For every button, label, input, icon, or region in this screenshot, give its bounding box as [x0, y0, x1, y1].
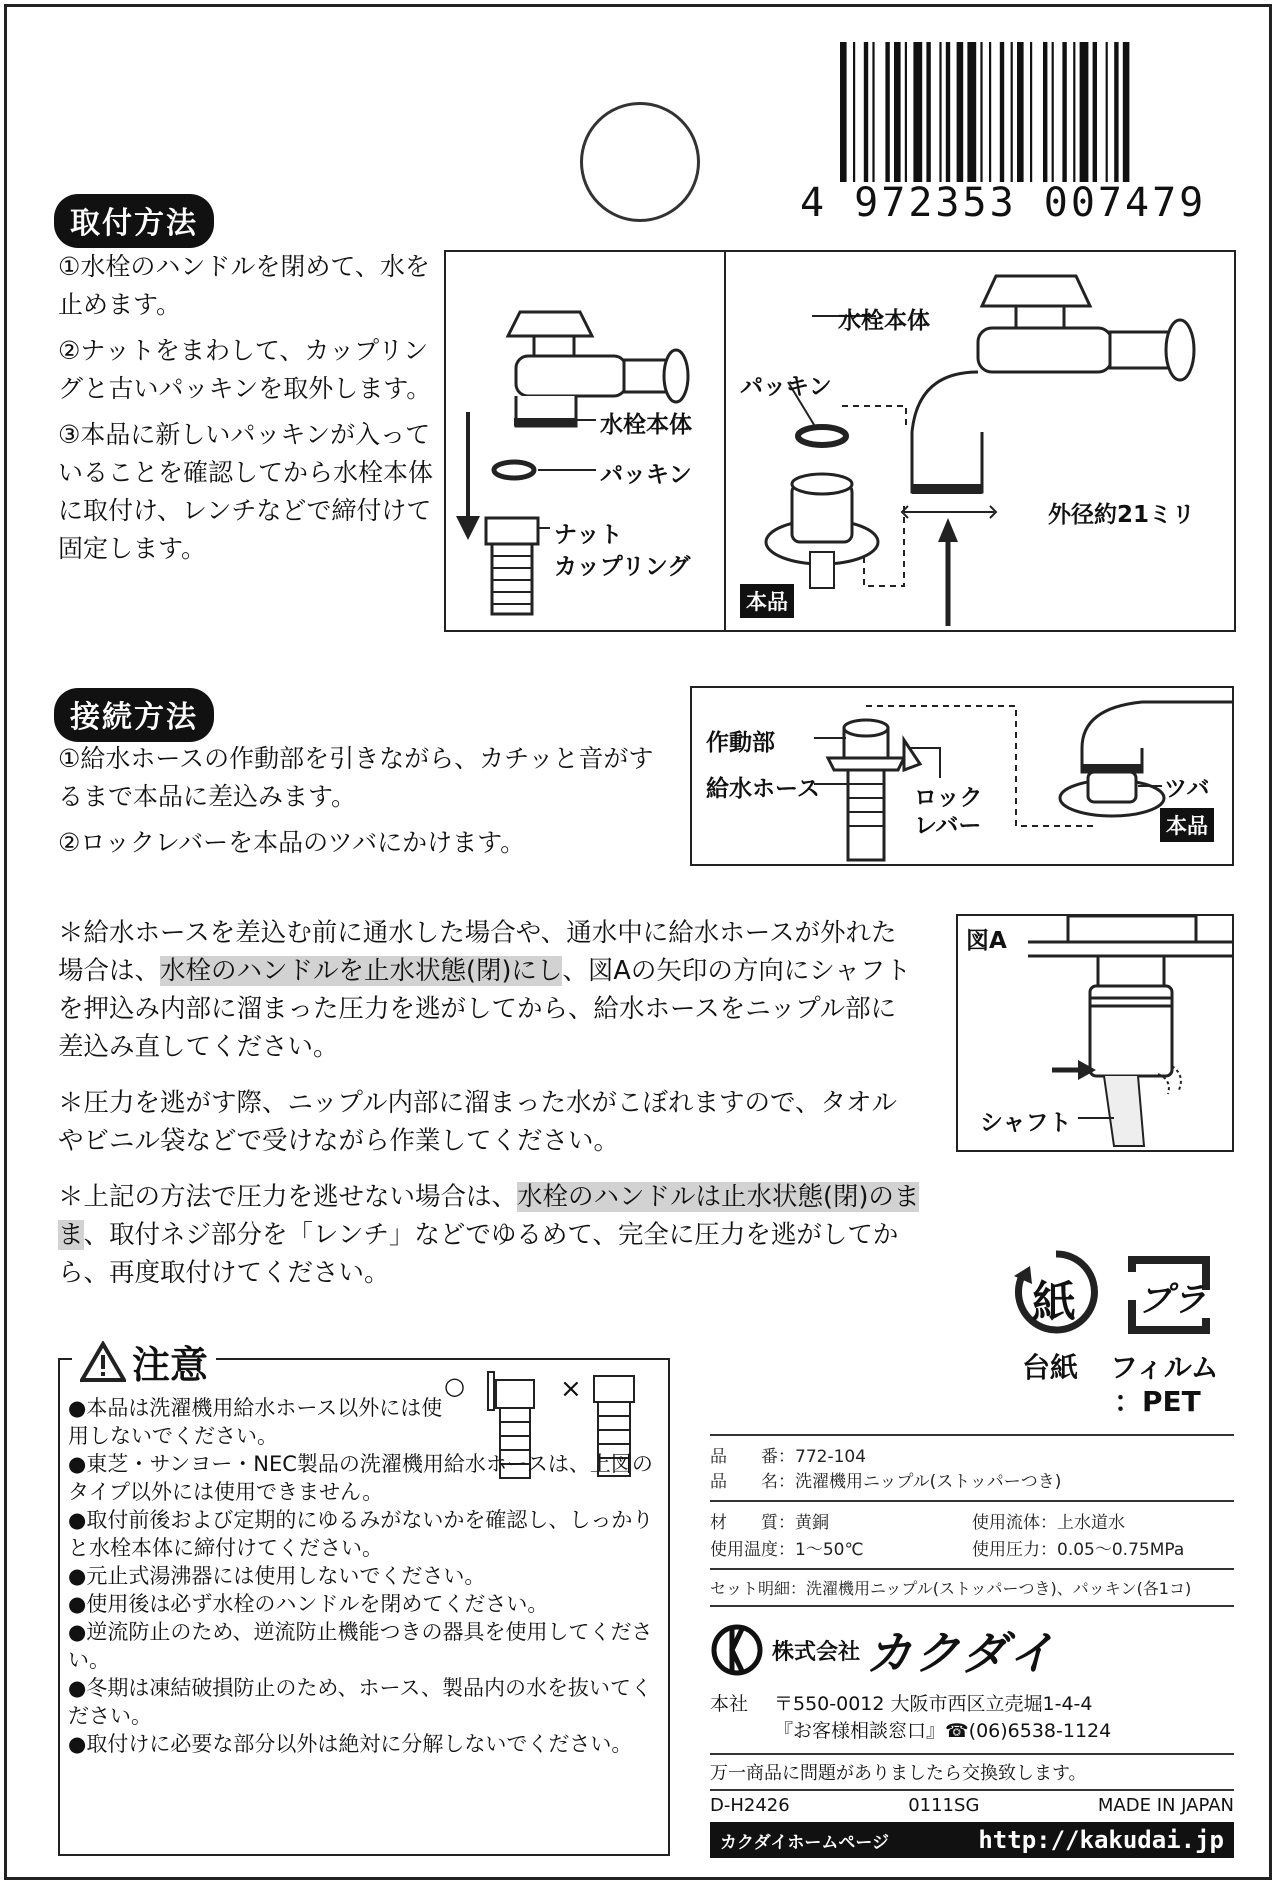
connect-figure [690, 686, 1234, 866]
barcode-number: 4 972353 007479 [800, 180, 1207, 226]
kakudai-logo-icon [710, 1623, 764, 1677]
spec-part-no: 品 番：772-104 [710, 1447, 867, 1467]
caution-item-3: ●取付前後および定期的にゆるみがないかを確認し、しっかりと水栓本体に締付けてください。 [68, 1508, 654, 1560]
connect-hose-label: 給水ホース [706, 776, 820, 802]
figure-a-title: 図A [966, 928, 1007, 954]
fig1-body-label: 水栓本体 [600, 412, 692, 438]
spec-material: 材 質：黄銅 [710, 1513, 829, 1533]
homepage-label: カクダイホームページ [720, 1832, 889, 1853]
address: 〒550-0012 大阪市西区立売堀1-4-4 [774, 1693, 1093, 1715]
caution-item-2: ●東芝・サンヨー・NEC製品の洗濯機用給水ホースは、上図のタイプ以外には使用できません。 [68, 1452, 653, 1504]
install-steps [58, 248, 438, 576]
connect-actuator-label: 作動部 [706, 730, 775, 756]
hq-label: 本社 [710, 1693, 749, 1715]
company-logo: 株式会社 カクダイ [710, 1617, 1234, 1683]
connect-step-1: ①給水ホースの作動部を引きながら、カチッと音がするまで本品に差込みます。 [58, 744, 654, 811]
paper-recycle-mark: 紙 [1010, 1246, 1102, 1338]
fig1-nut-label: ナット [554, 522, 623, 548]
made-in: MADE IN JAPAN [1097, 1795, 1234, 1816]
note-3: ＊上記の方法で圧力を逃せない場合は、水栓のハンドルは止水状態(閉)のまま、取付ネジ部分を「レンチ」などでゆるめて、完全に圧力を逃がしてから、再度取付けてください。 [58, 1182, 920, 1288]
caution-item-6: ●逆流防止のため、逆流防止機能つきの器具を使用してください。 [68, 1620, 653, 1672]
caution-title: 注意 [132, 1343, 209, 1387]
caution-item-4: ●元止式湯沸器には使用しないでください。 [68, 1564, 486, 1588]
spec-pressure: 使用圧力：0.05～0.75MPa [972, 1540, 1185, 1560]
contact: 『お客様相談窓口』☎(06)6538-1124 [774, 1720, 1112, 1742]
spec-temp: 使用温度：1～50℃ [710, 1540, 864, 1560]
spec-block [710, 1434, 1234, 1858]
install-step-1: ①水栓のハンドルを閉めて、水を止めます。 [58, 252, 430, 319]
fig2-body-label: 水栓本体 [838, 308, 930, 334]
faucet-assembly-illustration [726, 252, 1236, 632]
spec-set: セット明細：洗濯機用ニップル(ストッパーつき)、パッキン(各1コ) [710, 1579, 1192, 1598]
caution-heading [72, 1334, 216, 1389]
note-1: ＊給水ホースを差込む前に通水した場合や、通水中に給水ホースが外れた場合は、水栓のハンドルを止水状態(閉)にし、図Aの矢印の方向にシャフトを押込み内部に溜まった圧力を逃がしてから、給水ホースをニップル部に差込み直してください。 [58, 918, 911, 1062]
ng-mark: × [560, 1374, 582, 1404]
connect-title: 接続方法 [54, 688, 214, 742]
install-title: 取付方法 [54, 194, 214, 248]
fig1-packing-label: パッキン [600, 462, 692, 488]
fig2-diameter-label: 外径約21ミリ [1048, 502, 1196, 528]
barcode [840, 42, 1220, 182]
caution-item-1: ●本品は洗濯機用給水ホース以外には使用しないでください。 [68, 1396, 443, 1448]
warning-icon [80, 1341, 126, 1383]
product-code: D-H2426 [710, 1795, 790, 1816]
film-label: フィルム [1110, 1351, 1219, 1384]
fig2-product-badge: 本品 [740, 584, 794, 618]
connect-steps [58, 740, 658, 870]
exchange-notice: 万一商品に問題がありましたら交換致します。 [710, 1753, 1234, 1785]
connect-flange-label: ツバ [1164, 776, 1210, 802]
note-2: ＊圧力を逃がす際、ニップル内部に溜まった水がこぼれますので、タオルやビニル袋などで受けながら作業してください。 [58, 1088, 897, 1156]
caution-items [68, 1394, 664, 1758]
install-figure-1 [444, 250, 726, 632]
caution-item-7: ●冬期は凍結破損防止のため、ホース、製品内の水を抜いてください。 [68, 1676, 653, 1728]
caution-item-8: ●取付けに必要な部分以外は絶対に分解しないでください。 [68, 1732, 633, 1756]
caution-item-5: ●使用後は必ず水栓のハンドルを閉めてください。 [68, 1592, 549, 1616]
figure-a-shaft-label: シャフト [980, 1110, 1072, 1136]
figure-a [956, 914, 1234, 1152]
fig1-coupling-label: カップリング [554, 554, 691, 580]
notes [58, 914, 920, 1310]
connect-lever-label: ロックレバー [914, 785, 983, 839]
connect-step-2: ②ロックレバーを本品のツバにかけます。 [58, 828, 526, 857]
lot-code: 0111SG [908, 1795, 980, 1816]
install-step-2: ②ナットをまわして、カップリングと古いパッキンを取外します。 [58, 336, 432, 403]
paper-label: 台紙 [1022, 1351, 1079, 1384]
hanging-hole [580, 102, 700, 222]
fig2-packing-label: パッキン [740, 374, 832, 400]
install-figure-2 [724, 250, 1236, 632]
install-step-3: ③本品に新しいパッキンが入っていることを確認してから水栓本体に取付け、レンチなどで締付けて固定します。 [58, 420, 434, 563]
ok-mark: ○ [444, 1372, 465, 1400]
film-material: ：PET [1114, 1385, 1201, 1418]
plastic-recycle-mark: プラ [1122, 1252, 1216, 1338]
spec-fluid: 使用流体：上水道水 [972, 1513, 1125, 1533]
homepage-url[interactable]: http://kakudai.jp [978, 1826, 1224, 1854]
connect-product-badge: 本品 [1160, 808, 1214, 842]
spec-name: 品 名：洗濯機用ニップル(ストッパーつき) [710, 1472, 1062, 1492]
